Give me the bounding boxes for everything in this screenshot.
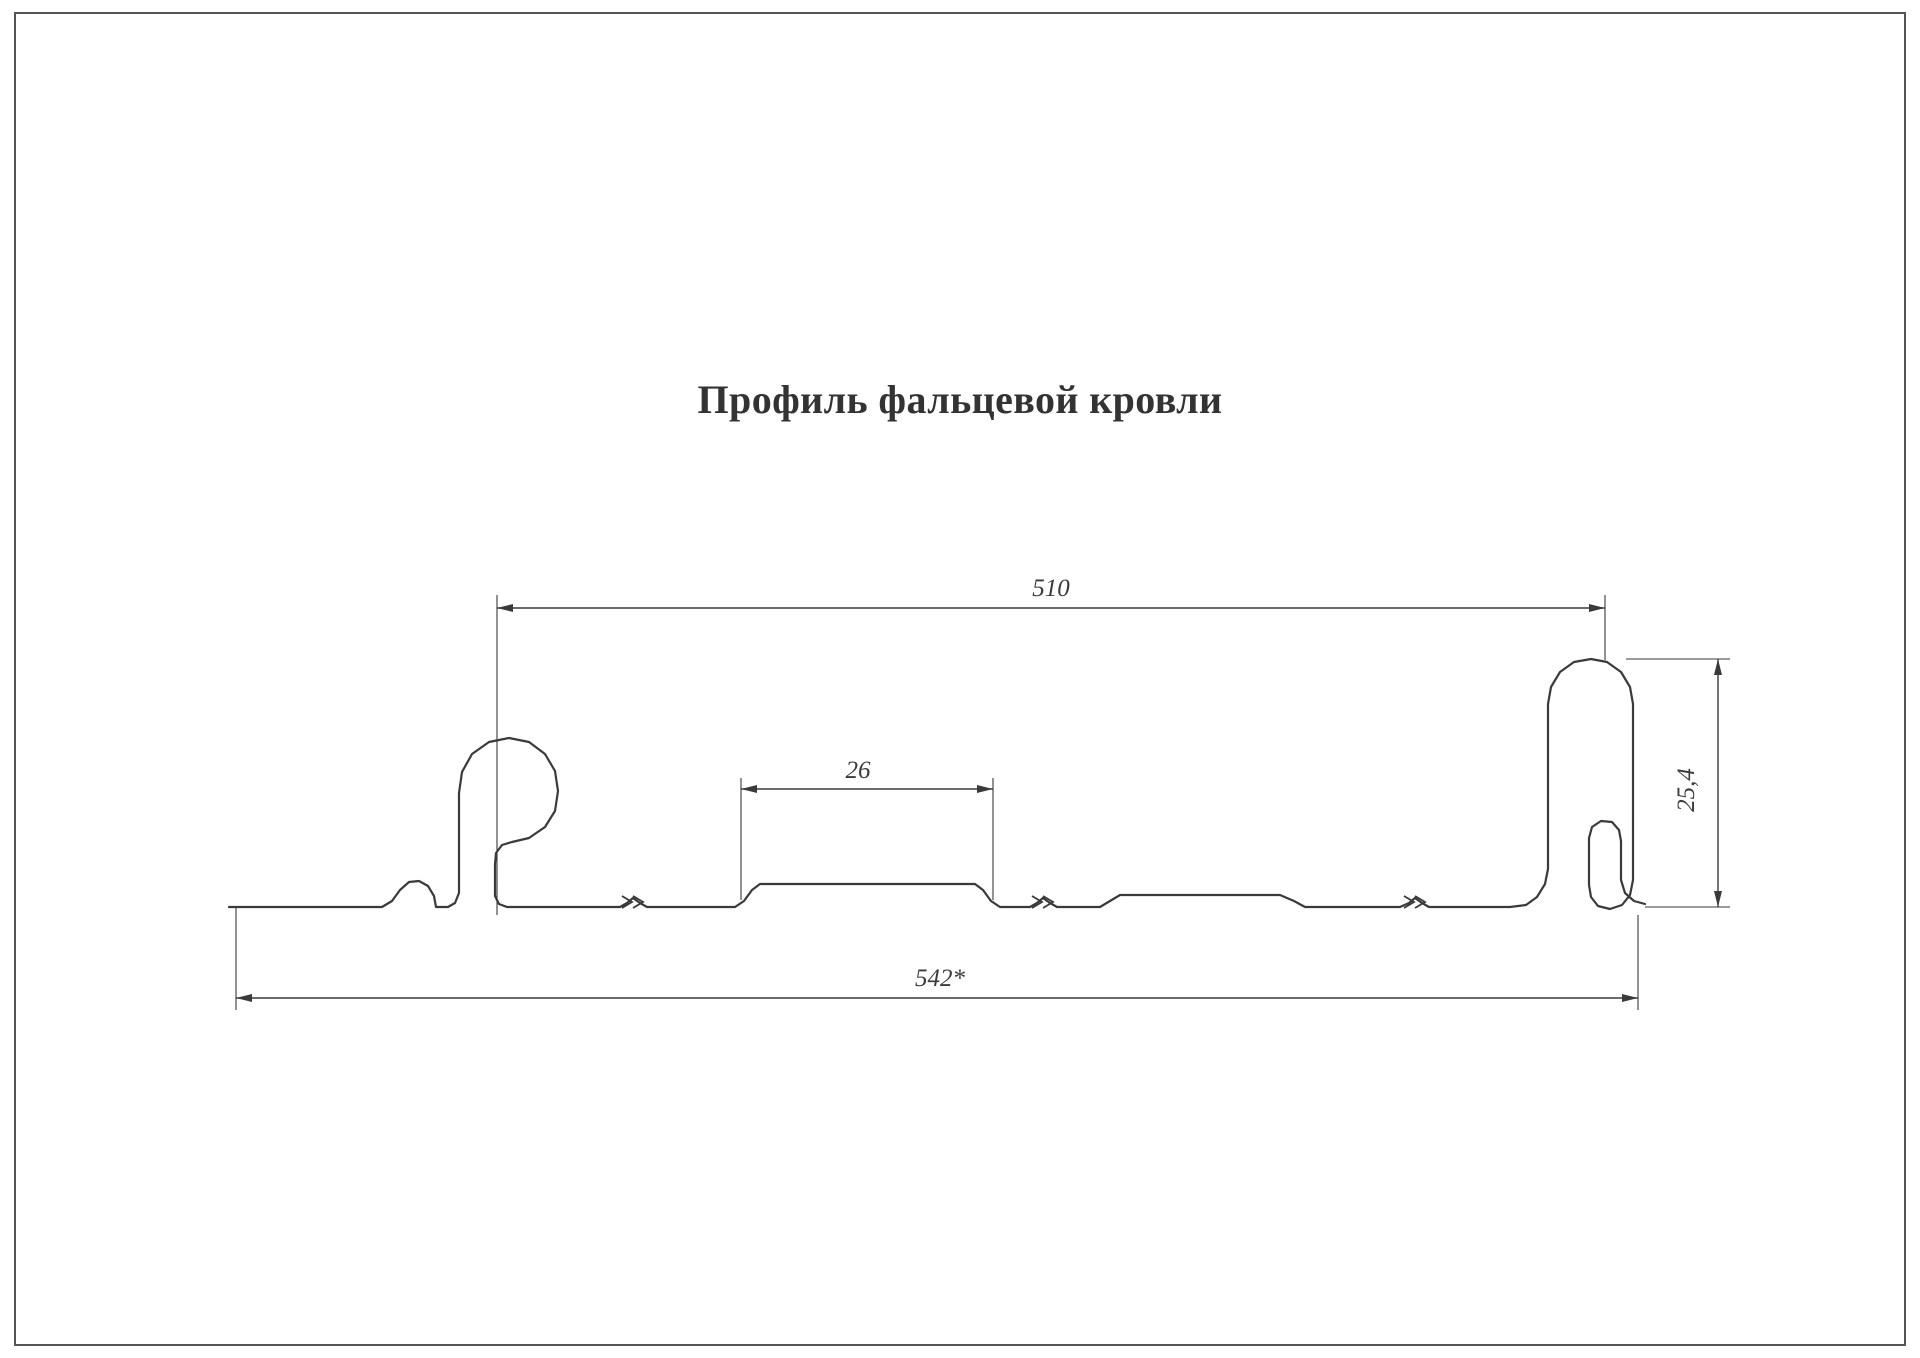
dimension-542-label: 542*: [915, 965, 965, 992]
page-title: Профиль фальцевой кровли: [697, 377, 1223, 422]
dimension-510-label: 510: [1032, 575, 1070, 602]
dimension-25-4-label: 25,4: [1673, 768, 1700, 812]
dimension-25-4: [1626, 659, 1730, 907]
dimension-26-label: 26: [845, 757, 871, 784]
dimension-26: [741, 757, 993, 900]
profile-outline: [229, 659, 1645, 909]
dimension-542: [236, 907, 1638, 1010]
dimension-510: [497, 575, 1605, 915]
